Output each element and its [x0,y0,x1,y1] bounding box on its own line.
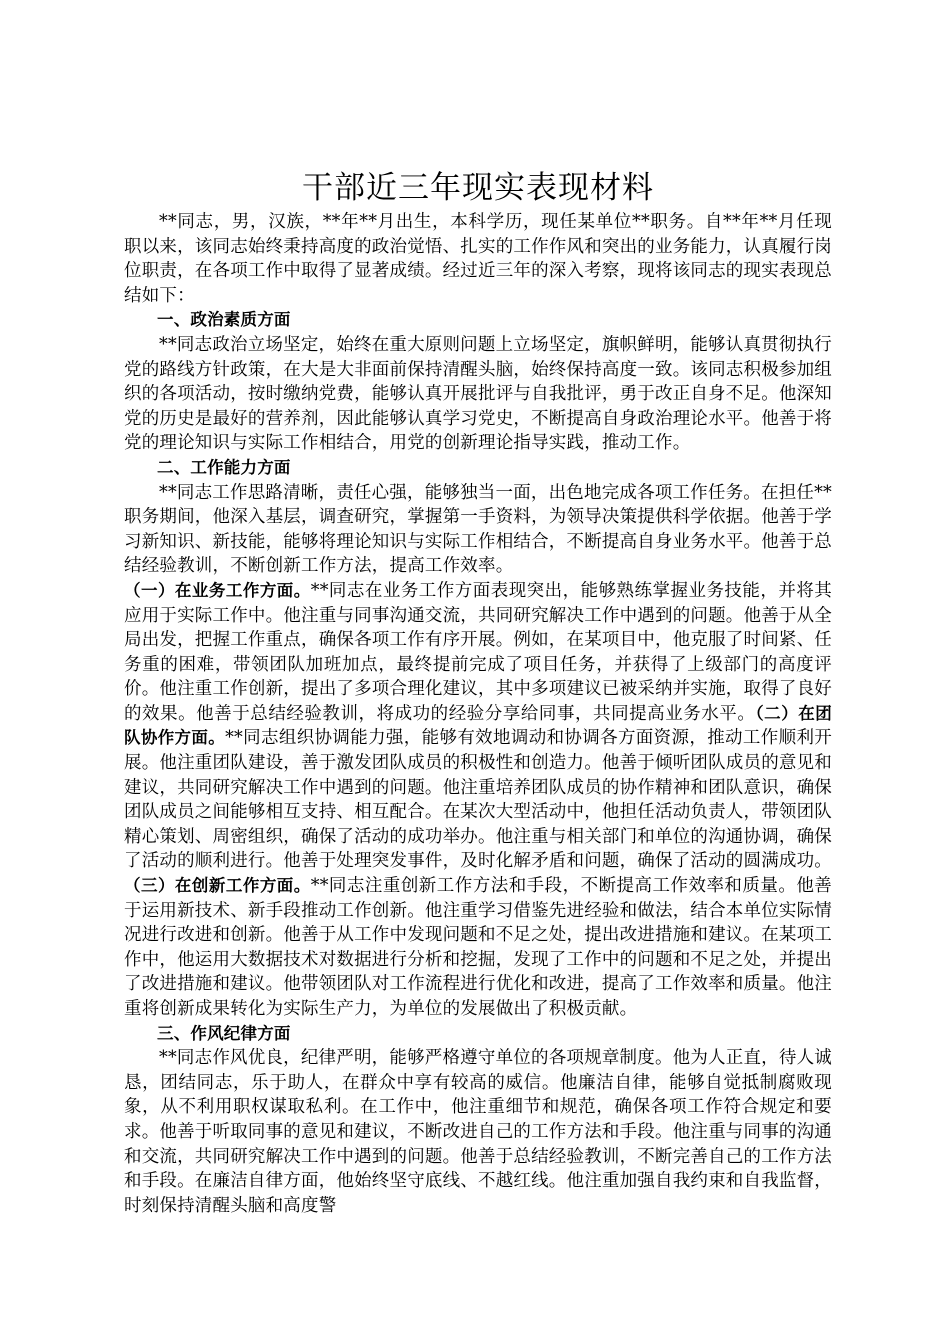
discipline-paragraph: **同志作风优良，纪律严明，能够严格遵守单位的各项规章制度。他为人正直，待人诚恳，团结同志，乐于助人，在群众中享有较高的威信。他廉洁自律，能够自觉抵制腐败现象，从不利用职权谋取私利。在工作中，他注重细节和规范，确保各项工作符合规定和要求。他善于听取同事的意见和建议，不断改进自己的工作方法和手段。他注重与同事的沟通和交流，共同研究解决工作中遇到的问题。他善于总结经验教训，不断完善自己的工作方法和手段。在廉洁自律方面，他始终坚守底线、不越红线。他注重加强自我约束和自我监督，时刻保持清醒头脑和高度警 [124,1048,832,1216]
subsection-heading-business: （一）在业务工作方面。 [124,580,311,600]
intro-paragraph: **同志，男，汉族，**年**月出生，本科学历，现任某单位**职务。自**年**月任现职以来，该同志始终秉持高度的政治觉悟、扎实的工作作风和突出的业务能力，认真履行岗位职责，在各项工作中取得了显著成绩。经过近三年的深入考察，现将该同志的现实表现总结如下： [124,212,832,306]
section-heading-political: 一、政治素质方面 [157,310,291,330]
subsection-body-teamwork: **同志组织协调能力强，能够有效地调动和协调各方面资源，推动工作顺利开展。他注重团队建设，善于激发团队成员的积极性和创造力。他善于倾听团队成员的意见和建议，共同研究解决工作中遇到的问题。他注重培养团队成员的协作精神和团队意识，确保团队成员之间能够相互支持、相互配合。在某次大型活动中，他担任活动负责人，带领团队精心策划、周密组织，确保了活动的成功举办。他注重与相关部门和单位的沟通协调，确保了活动的顺利进行。他善于处理突发事件，及时化解矛盾和问题，确保了活动的圆满成功。 [124,728,832,872]
section-heading-discipline: 三、作风纪律方面 [157,1023,291,1043]
document-title: 干部近三年现实表现材料 [302,170,654,206]
subsection-body-business: **同志在业务工作方面表现突出，能够熟练掌握业务技能，并将其应用于实际工作中。他注重与同事沟通交流，共同研究解决工作中遇到的问题。他善于从全局出发，把握工作重点，确保各项工作有序开展。例如，在某项目中，他克服了时间紧、任务重的困难，带领团队加班加点，最终提前完成了项目任务，并获得了上级部门的高度评价。他注重工作创新，提出了多项合理化建议，其中多项建议已被采纳并实施，取得了良好的效果。他善于总结经验教训，将成功的经验分享给同事，共同提高业务水平。 [124,580,832,724]
ability-subsections-paragraph [124,579,832,1022]
section-heading-ability: 二、工作能力方面 [157,457,291,477]
ability-paragraph: **同志工作思路清晰，责任心强，能够独当一面，出色地完成各项工作任务。在担任**职务期间，他深入基层，调查研究，掌握第一手资料，为领导决策提供科学依据。他善于学习新知识、新技能，能够将理论知识与实际工作相结合，不断提高自身业务水平。他善于总结经验教训，不断创新工作方法，提高工作效率。 [124,482,832,577]
subsection-heading-teamwork: （二）在团队协作方面。 [124,703,832,748]
political-paragraph: **同志政治立场坚定，始终在重大原则问题上立场坚定，旗帜鲜明，能够认真贯彻执行党的路线方针政策，在大是大非面前保持清醒头脑，始终保持高度一致。该同志积极参加组织的各项活动，按时缴纳党费，能够认真开展批评与自我批评，勇于改正自身不足。他深知党的历史是最好的营养剂，因此能够认真学习党史，不断提高自身政治理论水平。他善于将党的理论知识与实际工作相结合，用党的创新理论指导实践，推动工作。 [124,334,832,454]
subsection-heading-innovation: （三）在创新工作方面。 [124,876,311,896]
document-body [124,168,832,1218]
subsection-body-innovation: **同志注重创新工作方法和手段，不断提高工作效率和质量。他善于运用新技术、新手段推动工作创新。他注重学习借鉴先进经验和做法，结合本单位实际情况进行改进和创新。他善于从工作中发现问题和不足之处，提出改进措施和建议。在某项工作中，他运用大数据技术对数据进行分析和挖掘，发现了工作中的问题和不足之处，并提出了改进措施和建议。他带领团队对工作流程进行优化和改进，提高了工作效率和质量。他注重将创新成果转化为实际生产力，为单位的发展做出了积极贡献。 [124,876,832,1019]
